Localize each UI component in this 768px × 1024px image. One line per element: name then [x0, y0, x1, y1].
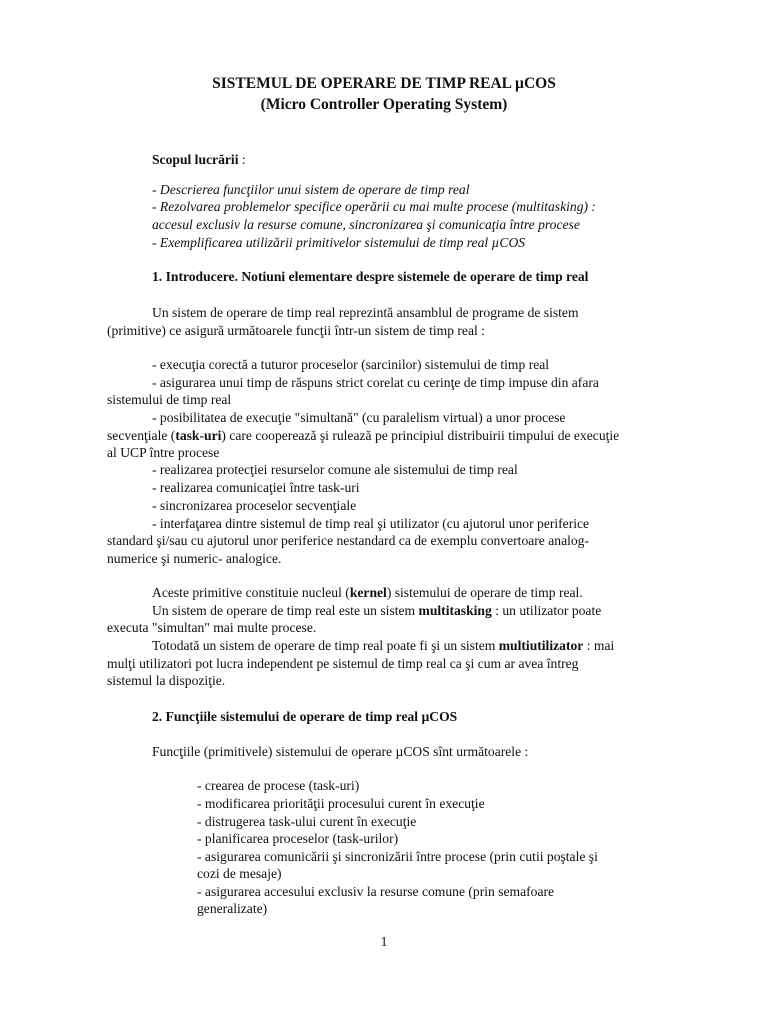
scope-item: - Rezolvarea problemelor specifice operării cu mai multe procese (multitasking) : — [152, 199, 596, 214]
section2-heading: 2. Funcţiile sistemului de operare de timp real µCOS — [152, 709, 458, 724]
section2-intro: Funcţiile (primitivele) sistemului de operare µCOS sînt următoarele : — [152, 744, 529, 759]
function-item: al UCP între procese — [107, 445, 220, 460]
paragraph-line: Un sistem de operare de timp real este un sistem multitasking : un utilizator poate — [152, 603, 602, 618]
paragraph-line: Aceste primitive constituie nucleul (kernel) sistemului de operare de timp real. — [152, 585, 583, 600]
intro-line: Un sistem de operare de timp real reprezintă ansamblul de programe de sistem — [152, 305, 579, 320]
function-item: - posibilitatea de execuţie "simultană" (cu paralelism virtual) a unor procese — [152, 410, 566, 425]
scope-item: accesul exclusiv la resurse comune, sincronizarea şi comunicaţia între procese — [152, 217, 580, 232]
function-item: - asigurarea unui timp de răspuns strict corelat cu cerinţe de timp impuse din afara — [152, 375, 599, 390]
page-number: 1 — [380, 934, 388, 949]
primitive-item: - asigurarea accesului exclusiv la resurse comune (prin semafoare — [197, 884, 555, 899]
function-item: - sincronizarea proceselor secvenţiale — [152, 498, 357, 513]
intro-line: (primitive) ce asigură următoarele funcţii într-un sistem de timp real : — [107, 323, 485, 338]
function-item: secvenţiale (task-uri) care cooperează şi rulează pe principiul distribuirii timpului de execuţie — [107, 428, 620, 443]
paragraph-line: sistemul la dispoziţie. — [107, 673, 226, 688]
primitive-item: - distrugerea task-ului curent în execuţie — [197, 814, 417, 829]
paragraph-line: Totodată un sistem de operare de timp real poate fi şi un sistem multiutilizator : mai — [152, 638, 615, 653]
function-item: - execuţia corectă a tuturor proceselor (sarcinilor) sistemului de timp real — [152, 357, 550, 372]
function-item: - realizarea comunicaţiei între task-uri — [152, 480, 360, 495]
section1-heading: 1. Introducere. Notiuni elementare despre sistemele de operare de timp real — [152, 269, 589, 284]
function-item: - interfaţarea dintre sistemul de timp real şi utilizator (cu ajutorul unor periferice — [152, 516, 590, 531]
primitive-item: - asigurarea comunicării şi sincronizării între procese (prin cutii poştale şi — [197, 849, 598, 864]
scope-item: - Exemplificarea utilizării primitivelor sistemului de timp real µCOS — [152, 235, 526, 250]
primitive-item: - crearea de procese (task-uri) — [197, 778, 360, 793]
primitive-item: generalizate) — [197, 901, 268, 916]
document-subtitle: (Micro Controller Operating System) — [260, 96, 508, 113]
scope-item: - Descrierea funcţiilor unui sistem de operare de timp real — [152, 182, 470, 197]
paragraph-line: mulţi utilizatori pot lucra independent pe sistemul de timp real ca şi cum ar avea întreg — [107, 656, 579, 671]
function-item: sistemului de timp real — [107, 392, 232, 407]
document-title: SISTEMUL DE OPERARE DE TIMP REAL µCOS — [212, 75, 556, 92]
primitive-item: - planificarea proceselor (task-urilor) — [197, 831, 399, 846]
primitive-item: cozi de mesaje) — [197, 866, 282, 881]
function-item: standard şi/sau cu ajutorul unor periferice nestandard ca de exemplu convertoare analog- — [107, 533, 589, 548]
scope-heading: Scopul lucrării : — [152, 152, 246, 167]
function-item: - realizarea protecţiei resurselor comune ale sistemului de timp real — [152, 462, 518, 477]
paragraph-line: executa "simultan" mai multe procese. — [107, 620, 317, 635]
primitive-item: - modificarea priorităţii procesului curent în execuţie — [197, 796, 485, 811]
function-item: numerice şi numeric- analogice. — [107, 551, 282, 566]
